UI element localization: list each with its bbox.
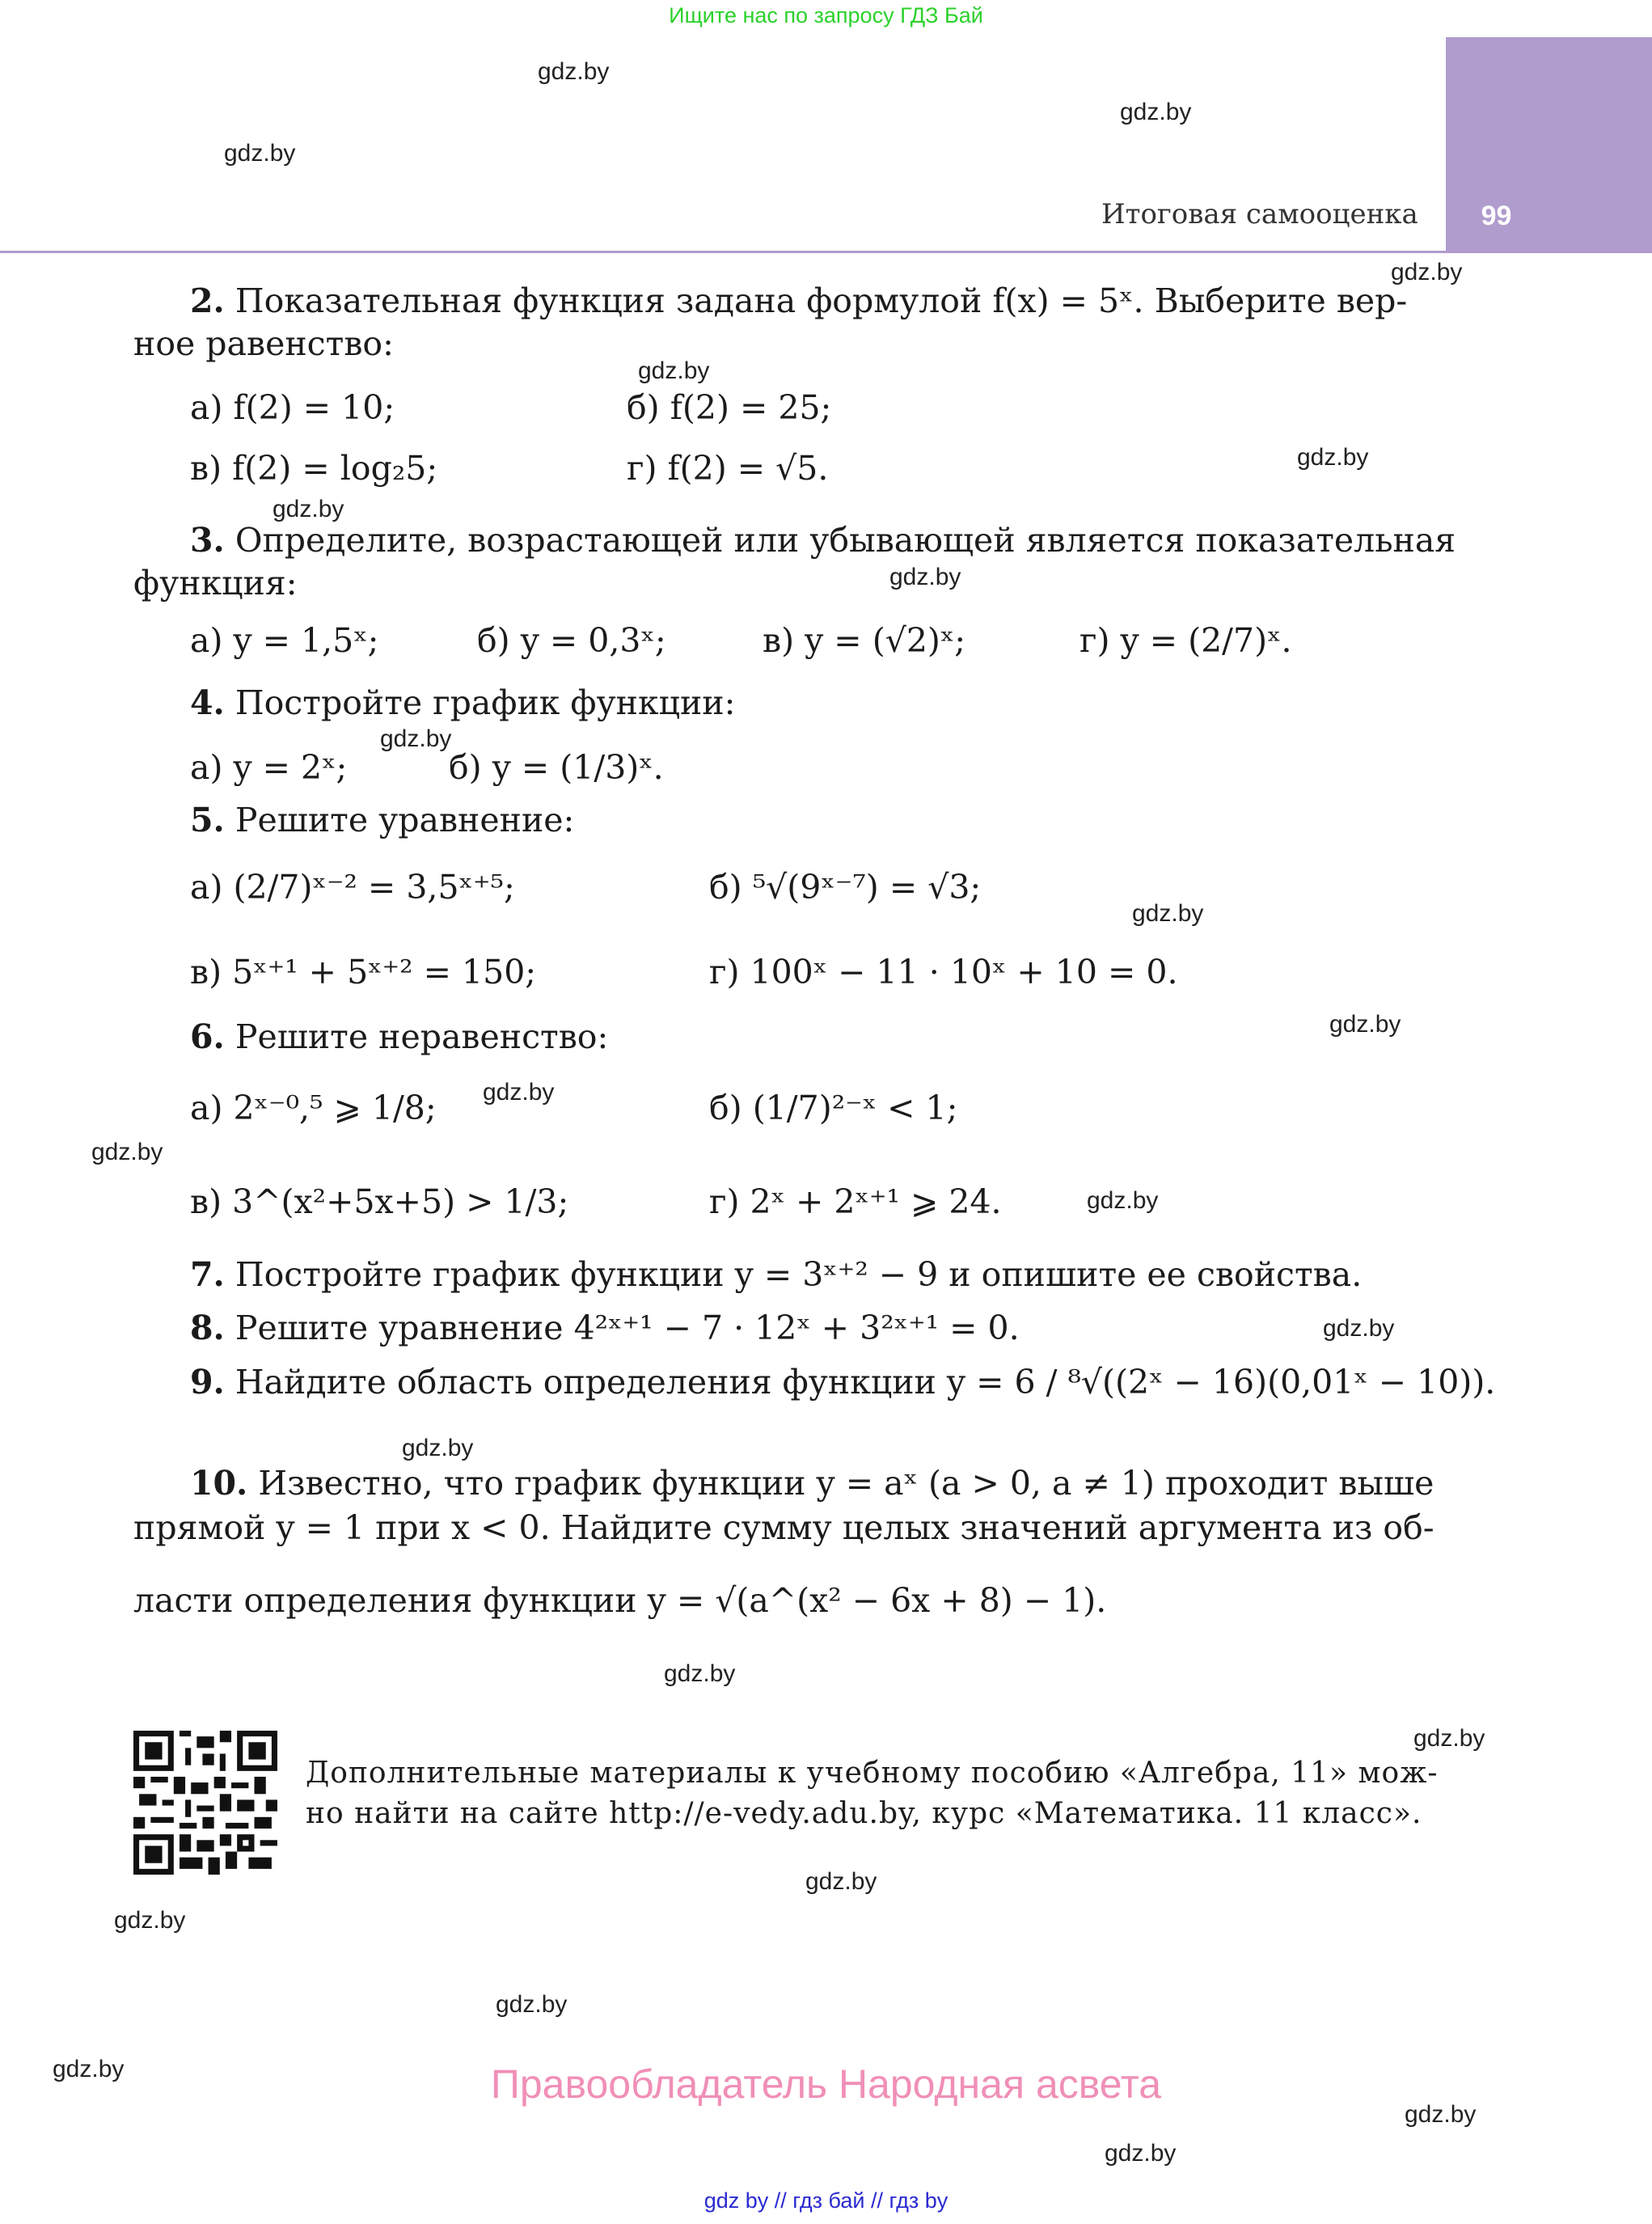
task-2-option-d: г) f(2) = √5. bbox=[627, 449, 829, 488]
task-10-line-1: 10. Известно, что график функции y = aˣ (a > 0, a ≠ 1) проходит выше bbox=[190, 1464, 1434, 1503]
task-10-line-2: прямой y = 1 при x < 0. Найдите сумму целых значений аргумента из об- bbox=[133, 1508, 1434, 1547]
task-3-option-b: б) y = 0,3ˣ; bbox=[477, 621, 666, 660]
task-3-option-d: г) y = (2/7)ˣ. bbox=[1080, 621, 1292, 660]
task-6-option-a: а) 2ˣ⁻⁰,⁵ ⩾ 1/8; bbox=[190, 1089, 437, 1127]
watermark: gdz.by bbox=[538, 58, 610, 85]
watermark: gdz.by bbox=[1087, 1187, 1159, 1214]
task-6-option-b: б) (1/7)²⁻ˣ < 1; bbox=[709, 1089, 958, 1127]
task-4-option-b: б) y = (1/3)ˣ. bbox=[449, 748, 664, 787]
task-2-statement-cont: ное равенство: bbox=[133, 324, 394, 363]
task-2-statement: 2. Показательная функция задана формулой f(x) = 5ˣ. Выберите вер- bbox=[190, 281, 1408, 320]
task-2-option-b: б) f(2) = 25; bbox=[627, 388, 832, 427]
watermark: gdz.by bbox=[380, 725, 452, 752]
watermark: gdz.by bbox=[805, 1868, 877, 1895]
watermark: gdz.by bbox=[1405, 2101, 1477, 2128]
watermark: gdz.by bbox=[1297, 444, 1369, 471]
task-4-option-a: а) y = 2ˣ; bbox=[190, 748, 348, 787]
watermark: gdz.by bbox=[1391, 259, 1463, 285]
task-6-option-c: в) 3^(x²+5x+5) > 1/3; bbox=[190, 1182, 569, 1221]
footer-materials-line-2: но найти на сайте http://e-vedy.adu.by, курс «Математика. 11 класс». bbox=[306, 1797, 1422, 1830]
watermark: gdz.by bbox=[638, 357, 710, 384]
watermark: gdz.by bbox=[1413, 1725, 1485, 1752]
watermark: gdz.by bbox=[53, 2056, 125, 2082]
page-number: 99 bbox=[1481, 201, 1512, 231]
watermark: gdz.by bbox=[273, 496, 344, 522]
watermark: gdz.by bbox=[496, 1991, 568, 2018]
watermark: gdz.by bbox=[91, 1139, 163, 1165]
watermark: gdz.by bbox=[1132, 900, 1204, 927]
watermark: gdz.by bbox=[664, 1660, 736, 1687]
task-7-statement: 7. Постройте график функции y = 3ˣ⁺² − 9 и опишите ее свойства. bbox=[190, 1255, 1363, 1294]
task-2-option-c: в) f(2) = log₂5; bbox=[190, 449, 438, 488]
task-9-statement: 9. Найдите область определения функции y = 6 / ⁸√((2ˣ − 16)(0,01ˣ − 10)). bbox=[190, 1363, 1496, 1402]
header-divider bbox=[0, 251, 1652, 253]
watermark: gdz.by bbox=[402, 1435, 474, 1461]
watermark: gdz.by bbox=[483, 1079, 555, 1106]
task-3-option-a: а) y = 1,5ˣ; bbox=[190, 621, 379, 660]
footer-materials-line-1: Дополнительные материалы к учебному пособию «Алгебра, 11» мож- bbox=[306, 1757, 1439, 1790]
watermark: gdz.by bbox=[1323, 1315, 1395, 1342]
task-5-option-b: б) ⁵√(9ˣ⁻⁷) = √3; bbox=[709, 868, 982, 907]
watermark: gdz.by bbox=[889, 564, 961, 590]
task-4-statement: 4. Постройте график функции: bbox=[190, 683, 736, 722]
watermark: gdz.by bbox=[1105, 2140, 1177, 2167]
task-5-option-d: г) 100ˣ − 11 · 10ˣ + 10 = 0. bbox=[709, 953, 1178, 991]
section-title: Итоговая самооценка bbox=[1101, 198, 1418, 230]
watermark: gdz.by bbox=[114, 1907, 186, 1934]
top-search-note: Ищите нас по запросу ГДЗ Бай bbox=[669, 3, 983, 27]
task-3-option-c: в) y = (√2)ˣ; bbox=[763, 621, 966, 660]
task-5-option-c: в) 5ˣ⁺¹ + 5ˣ⁺² = 150; bbox=[190, 953, 537, 991]
task-6-option-d: г) 2ˣ + 2ˣ⁺¹ ⩾ 24. bbox=[709, 1182, 1002, 1221]
watermark: gdz.by bbox=[1120, 99, 1192, 125]
qr-code-icon bbox=[133, 1731, 277, 1875]
task-3-statement-cont: функция: bbox=[133, 564, 298, 603]
task-9-formula: y = 6 / ⁸√((2ˣ − 16)(0,01ˣ − 10)). bbox=[946, 1363, 1496, 1402]
task-6-statement: 6. Решите неравенство: bbox=[190, 1017, 609, 1056]
task-5-statement: 5. Решите уравнение: bbox=[190, 801, 575, 839]
bottom-links[interactable]: gdz by // гдз бай // гдз by bbox=[703, 2188, 949, 2213]
task-10-line-3: ласти определения функции y = √(a^(x² − 6x + 8) − 1). bbox=[133, 1581, 1107, 1620]
task-10-formula: y = √(a^(x² − 6x + 8) − 1). bbox=[647, 1581, 1107, 1620]
task-5-option-a: а) (2/7)ˣ⁻² = 3,5ˣ⁺⁵; bbox=[190, 868, 515, 907]
watermark: gdz.by bbox=[1329, 1011, 1401, 1038]
copyright-holder: Правообладатель Народная асвета bbox=[490, 2061, 1162, 2107]
task-8-statement: 8. Решите уравнение 4²ˣ⁺¹ − 7 · 12ˣ + 3²ˣ⁺¹ = 0. bbox=[190, 1309, 1020, 1347]
task-2-option-a: а) f(2) = 10; bbox=[190, 388, 395, 427]
watermark: gdz.by bbox=[224, 140, 296, 167]
task-3-statement: 3. Определите, возрастающей или убывающей является показательная bbox=[190, 521, 1456, 560]
